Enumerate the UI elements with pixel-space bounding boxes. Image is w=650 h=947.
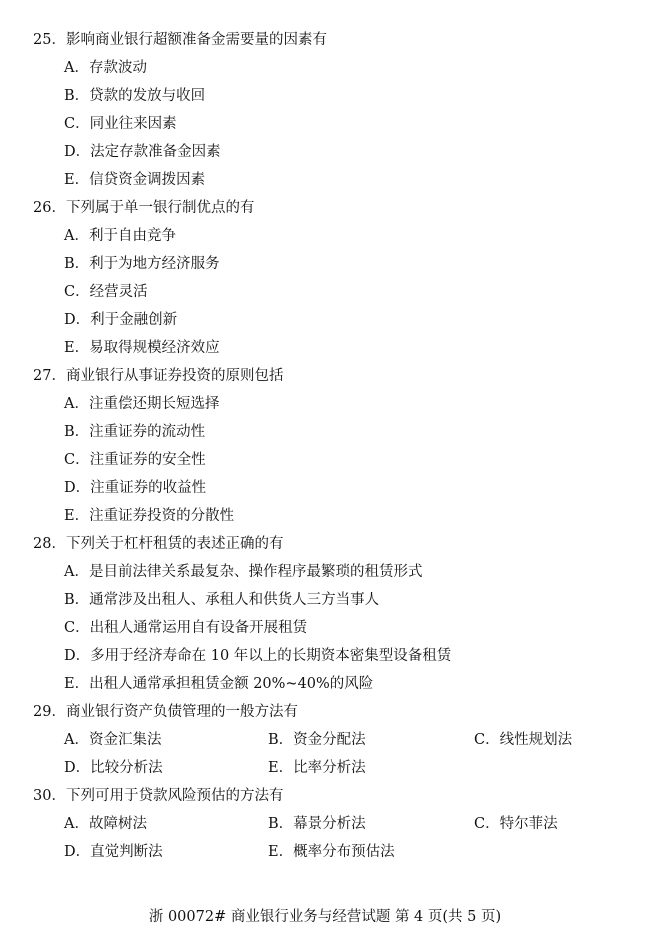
option-list — [0, 222, 650, 362]
option-list — [0, 390, 650, 530]
option-item: E．出租人通常承担租赁金额 20%~40%的风险 — [64, 676, 374, 692]
option-item: B．利于为地方经济服务 — [64, 256, 220, 272]
option-list — [0, 726, 650, 782]
option-row — [0, 726, 650, 754]
option-item: A．存款波动 — [64, 60, 147, 76]
option-list — [0, 558, 650, 698]
option-item: E．比率分析法 — [268, 760, 366, 776]
question-29 — [0, 698, 650, 782]
option-item: D．直觉判断法 — [64, 844, 163, 860]
question-stem: 28．下列关于杠杆租赁的表述正确的有 — [33, 536, 284, 552]
question-28 — [0, 530, 650, 698]
option-item: C．线性规划法 — [474, 732, 573, 748]
option-item: A．是目前法律关系最复杂、操作程序最繁琐的租赁形式 — [64, 564, 423, 580]
page-footer: 浙 00072# 商业银行业务与经营试题 第 4 页(共 5 页) — [148, 909, 502, 925]
question-stem: 30．下列可用于贷款风险预估的方法有 — [33, 788, 284, 804]
question-list — [0, 26, 650, 866]
question-25 — [0, 26, 650, 194]
option-row — [0, 754, 650, 782]
option-item: B．通常涉及出租人、承租人和供货人三方当事人 — [64, 592, 380, 608]
option-item: E．注重证券投资的分散性 — [64, 508, 235, 524]
question-26 — [0, 194, 650, 362]
option-item: A．故障树法 — [64, 816, 147, 832]
option-item: C．同业往来因素 — [64, 116, 177, 132]
option-item: B．贷款的发放与收回 — [64, 88, 206, 104]
option-item: D．利于金融创新 — [64, 312, 178, 328]
option-item: E．概率分布预估法 — [268, 844, 395, 860]
option-item: D．比较分析法 — [64, 760, 163, 776]
question-30 — [0, 782, 650, 866]
option-item: B．资金分配法 — [268, 732, 366, 748]
option-row — [0, 810, 650, 838]
option-item: C．出租人通常运用自有设备开展租赁 — [64, 620, 308, 636]
option-item: D．法定存款准备金因素 — [64, 144, 221, 160]
option-item: A．利于自由竞争 — [64, 228, 176, 244]
option-row — [0, 838, 650, 866]
option-list — [0, 810, 650, 866]
option-item: C．特尔菲法 — [474, 816, 558, 832]
option-item: B．幕景分析法 — [268, 816, 366, 832]
option-item: D．注重证券的收益性 — [64, 480, 207, 496]
option-item: C．经营灵活 — [64, 284, 148, 300]
option-item: B．注重证券的流动性 — [64, 424, 206, 440]
question-stem: 27．商业银行从事证券投资的原则包括 — [33, 368, 284, 384]
option-item: A．注重偿还期长短选择 — [64, 396, 220, 412]
question-stem: 25．影响商业银行超额准备金需要量的因素有 — [33, 32, 327, 48]
question-stem: 26．下列属于单一银行制优点的有 — [33, 200, 255, 216]
option-item: A．资金汇集法 — [64, 732, 162, 748]
option-item: E．易取得规模经济效应 — [64, 340, 220, 356]
option-item: C．注重证券的安全性 — [64, 452, 206, 468]
option-list — [0, 54, 650, 194]
option-item: D．多用于经济寿命在 10 年以上的长期资本密集型设备租赁 — [64, 648, 452, 664]
question-27 — [0, 362, 650, 530]
question-stem: 29．商业银行资产负债管理的一般方法有 — [33, 704, 298, 720]
option-item: E．信贷资金调拨因素 — [64, 172, 206, 188]
